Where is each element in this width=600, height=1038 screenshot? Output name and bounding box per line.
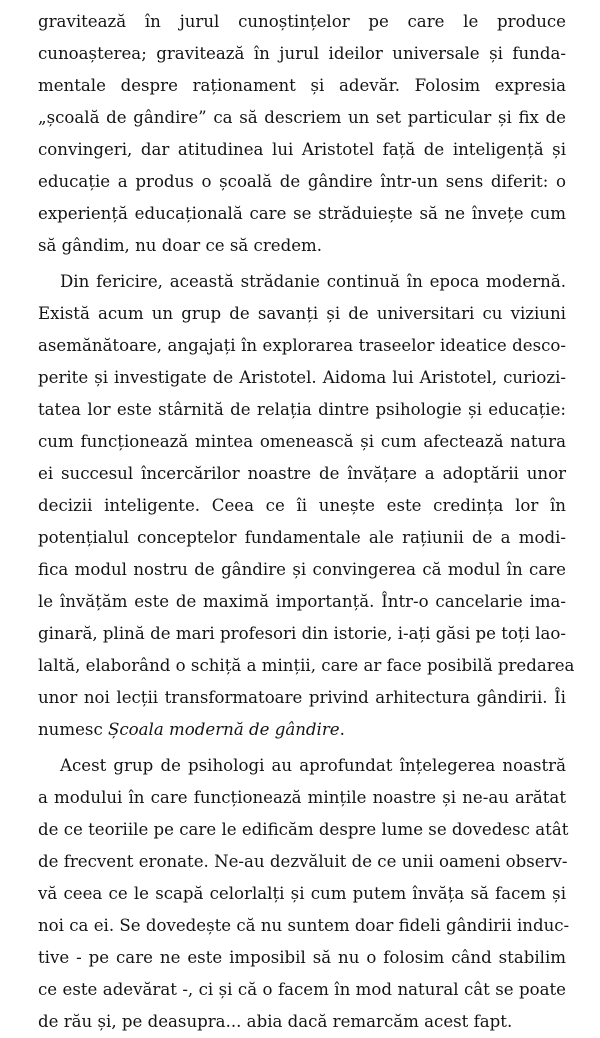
text-line: cunoașterea; gravitează în jurul ideilor universale și funda- bbox=[38, 44, 566, 63]
text-line: educație a produs o școală de gândire într-un sens diferit: o bbox=[38, 172, 566, 191]
text-line: Din fericire, această strădanie continuă în epoca modernă. bbox=[60, 272, 566, 291]
text-line: asemănătoare, angajați în explorarea traseelor ideatice desco- bbox=[38, 336, 566, 355]
text-line: de rău și, pe deasupra... abia dacă remarcăm acest fapt. bbox=[38, 1012, 513, 1031]
text-line: gravitează în jurul cunoștințelor pe care le produce bbox=[38, 12, 566, 31]
text-line: Acest grup de psihologi au aprofundat înțelegerea noastră bbox=[60, 756, 566, 775]
text-line: convingeri, dar atitudinea lui Aristotel față de inteligență și bbox=[38, 140, 566, 159]
text-line: decizii inteligente. Ceea ce îi unește este credința lor în bbox=[38, 496, 566, 515]
book-page-text bbox=[38, 6, 575, 1038]
text-line bbox=[38, 714, 566, 746]
text-line: perite și investigate de Aristotel. Aidoma lui Aristotel, curiozi- bbox=[38, 368, 566, 387]
text-line: să gândim, nu doar ce să credem. bbox=[38, 236, 323, 255]
text-line: de frecvent eronate. Ne-au dezvăluit de ce unii oameni observ- bbox=[38, 852, 568, 871]
text-line: laltă, elaborând o schiță a minții, care ar face posibilă predarea bbox=[38, 656, 575, 675]
italic-book-term: Școala modernă de gândire bbox=[108, 720, 340, 739]
text-line: a modului în care funcționează mințile noastre și ne-au arătat bbox=[38, 788, 566, 807]
text-line: le învățăm este de maximă importanță. Într-o cancelarie ima- bbox=[38, 592, 566, 611]
text-line: tive - pe care ne este imposibil să nu o folosim când stabilim bbox=[38, 948, 566, 967]
paragraph-2 bbox=[38, 266, 575, 746]
text-line: experiență educațională care se străduiește să ne învețe cum bbox=[38, 204, 566, 223]
text-line: mentale despre raționament și adevăr. Folosim expresia bbox=[38, 76, 566, 95]
text-line: fica modul nostru de gândire și convingerea că modul în care bbox=[38, 560, 566, 579]
text-line: unor noi lecții transformatoare privind arhitectura gândirii. Îi bbox=[38, 688, 566, 707]
text-line: de ce teoriile pe care le edificăm despre lume se dovedesc atât bbox=[38, 820, 569, 839]
text-line-suffix: . bbox=[339, 720, 345, 739]
text-line: cum funcționează mintea omenească și cum afectează natura bbox=[38, 432, 566, 451]
text-line: Există acum un grup de savanți și de universitari cu viziuni bbox=[38, 304, 566, 323]
text-line: tatea lor este stârnită de relația dintre psihologie și educație: bbox=[38, 400, 566, 419]
text-line: ginară, plină de mari profesori din istorie, i-ați găsi pe toți lao- bbox=[38, 624, 566, 643]
text-line: noi ca ei. Se dovedește că nu suntem doar fideli gândirii induc- bbox=[38, 916, 570, 935]
text-line: ei succesul încercărilor noastre de învățare a adoptării unor bbox=[38, 464, 566, 483]
text-line-prefix: numesc bbox=[38, 720, 109, 739]
paragraph-3 bbox=[38, 750, 570, 1038]
text-line: ce este adevărat -, ci și că o facem în mod natural cât se poate bbox=[38, 980, 566, 999]
text-line: „școală de gândire” ca să descriem un set particular și fix de bbox=[38, 108, 566, 127]
text-line: vă ceea ce le scapă celorlalți și cum putem învăța să facem și bbox=[38, 884, 566, 903]
paragraph-1 bbox=[38, 6, 566, 262]
text-line: potențialul conceptelor fundamentale ale rațiunii de a modi- bbox=[38, 528, 566, 547]
